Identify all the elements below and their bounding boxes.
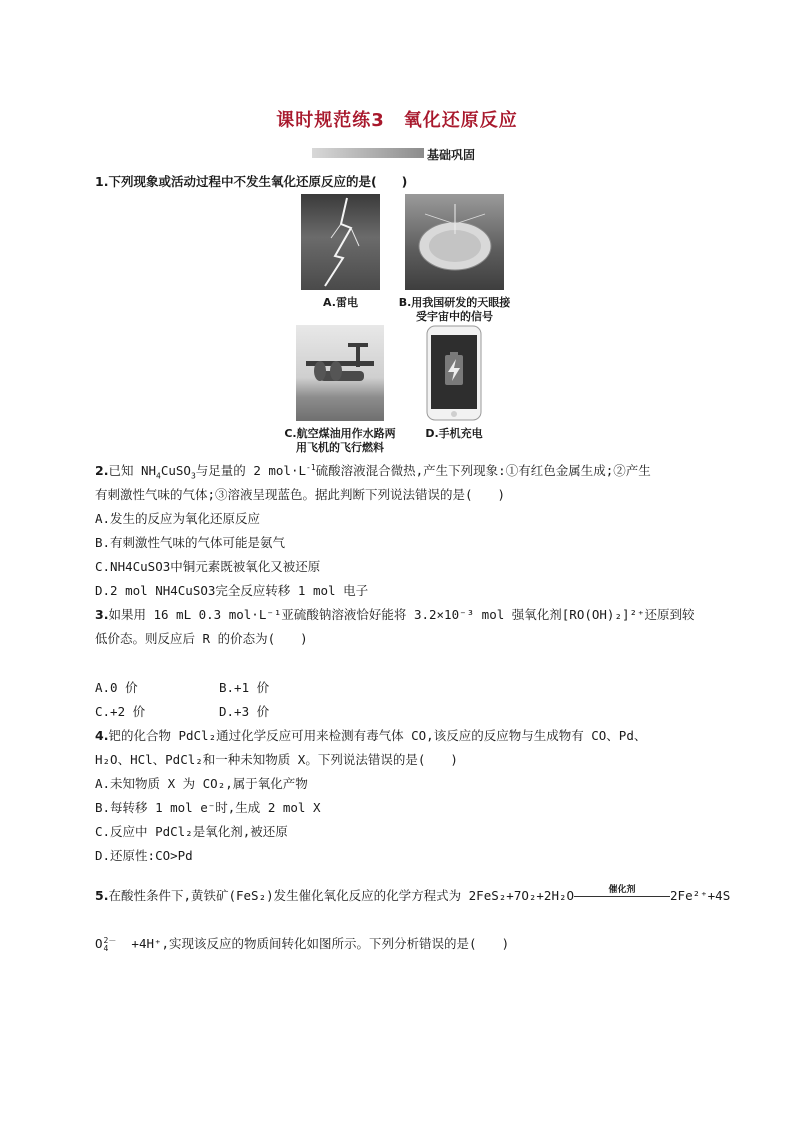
option-a-caption: A.雷电 [323,296,358,309]
page-title: 课时规范练3 氧化还原反应 [276,110,518,131]
question-number: 4. [95,728,109,743]
question-number: 2. [95,463,109,478]
telescope-image [405,194,504,290]
question-1-stem: 1.下列现象或活动过程中不发生氧化还原反应的是( ) [95,174,408,189]
q4-option-b: B.每转移 1 mol e⁻时,生成 2 mol X [95,800,321,815]
q3-option-b: B.+1 价 [219,680,270,695]
option-c-caption: C.航空煤油用作水路两 用飞机的飞行燃料 [284,427,396,454]
q4-option-a: A.未知物质 X 为 CO₂,属于氧化产物 [95,776,308,791]
q2-option-c: C.NH4CuSO3中铜元素既被氧化又被还原 [95,559,321,574]
lightning-icon [301,194,380,290]
q3-option-c: C.+2 价 [95,704,146,719]
question-3-line-2: 低价态。则反应后 R 的价态为( ) [95,631,308,646]
phone-image [426,325,482,421]
question-4-line-2: H₂O、HCl、PdCl₂和一种未知物质 X。下列说法错误的是( ) [95,752,458,767]
q4-option-d: D.还原性:CO>Pd [95,848,193,863]
question-2-line-1: 2.已知 $NH_4CuSO_3$与足量的 2 $mol\cdot L^{-1}$硫酸溶液混合微热,产生下列现象:①有红色金属生成;②产生 [95,462,651,481]
q3-option-a: A.0 价 [95,680,138,695]
question-5-line-1: 5.在酸性条件下,黄铁矿(FeS₂)发生催化氧化反应的化学方程式为 2FeS₂+7O₂+2H₂O 催化剂 2Fe²⁺+4S [95,884,731,903]
catalyst-arrow: 催化剂 [574,890,670,904]
section-bar [312,148,424,158]
airplane-icon [296,325,384,421]
question-number: 5. [95,888,109,903]
section-label: 基础巩固 [427,148,476,162]
telescope-dish-icon [405,194,504,290]
q2-option-d: D.2 mol NH4CuSO3完全反应转移 1 mol 电子 [95,583,369,598]
q4-option-c: C.反应中 PdCl₂是氧化剂,被还原 [95,824,288,839]
q2-option-b: B.有刺激性气味的气体可能是氨气 [95,535,286,550]
question-3-line-1: 3.如果用 16 mL 0.3 mol·L⁻¹亚硫酸钠溶液恰好能将 3.2×10⁻³ mol 强氧化剂[RO(OH)₂]²⁺还原到较 [95,607,695,622]
question-5-line-2: O 2－ 4 +4H⁺,实现该反应的物质间转化如图所示。下列分析错误的是( ) [95,935,510,953]
q3-option-d: D.+3 价 [219,704,270,719]
question-2-line-2: 有刺激性气味的气体;③溶液呈现蓝色。据此判断下列说法错误的是( ) [95,487,506,502]
phone-battery-icon [426,325,482,421]
question-number: 1. [95,174,109,189]
option-d-caption: D.手机充电 [425,427,483,440]
lightning-image [301,194,380,290]
q2-option-a: A.发生的反应为氧化还原反应 [95,511,261,526]
question-4-line-1: 4.钯的化合物 PdCl₂通过化学反应可用来检测有毒气体 CO,该反应的反应物与生成物有 CO、Pd、 [95,728,647,743]
seaplane-image [296,325,384,421]
question-number: 3. [95,607,109,622]
option-b-caption: B.用我国研发的天眼接 受宇宙中的信号 [398,296,511,323]
